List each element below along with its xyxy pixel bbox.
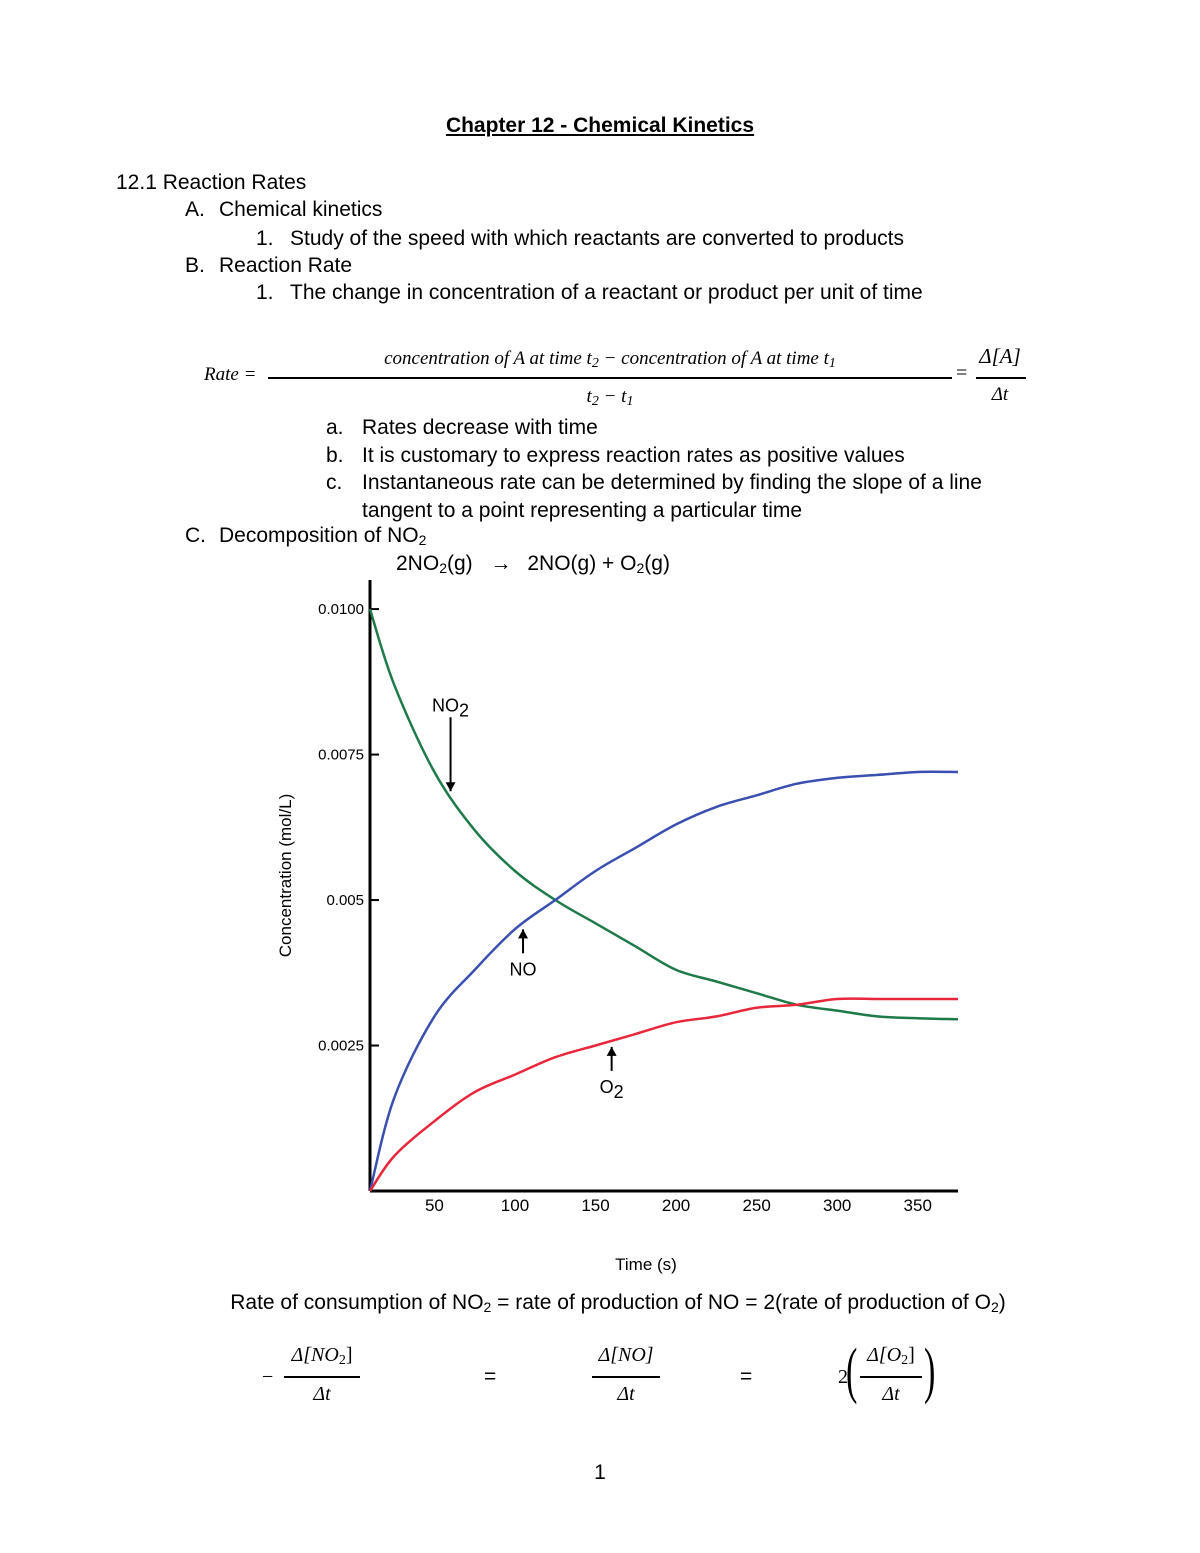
- final-eq-f2-num: Δ[NO]: [598, 1344, 654, 1366]
- stoich-sub-1: 2: [483, 1299, 492, 1315]
- numerator-part-1: concentration of A at time t: [384, 348, 592, 369]
- x-tick-label: 150: [581, 1196, 610, 1215]
- point-c-text-2: tangent to a point representing a particular time: [362, 499, 803, 522]
- annotation-arrowhead-no: [518, 929, 528, 938]
- annotation-label-o2: O2: [599, 1076, 624, 1102]
- reaction-reactant: 2NO: [396, 552, 440, 575]
- rate-formula-lhs: Rate =: [204, 364, 257, 385]
- stoich-part-1: Rate of consumption of NO: [230, 1291, 484, 1314]
- rate-formula-rhs-num: Δ[A]: [979, 344, 1021, 368]
- outline-b-text: Reaction Rate: [219, 254, 353, 277]
- y-tick-label: 0.005: [326, 892, 364, 910]
- y-tick-label: 0.0025: [318, 1037, 364, 1055]
- final-eq-f3-den: Δt: [882, 1383, 900, 1405]
- final-eq-equals-2: =: [740, 1365, 753, 1388]
- x-tick-label: 200: [661, 1196, 691, 1215]
- rate-formula-equals: =: [956, 362, 968, 384]
- final-eq-f1-num-main: Δ[NO: [291, 1344, 339, 1366]
- reaction-reactant-state: (g): [446, 552, 473, 575]
- rate-formula-rhs-den: Δt: [991, 384, 1009, 405]
- outline-c-label: C.: [185, 524, 206, 547]
- x-tick-label: 50: [424, 1196, 444, 1215]
- y-tick-label: 0.0075: [318, 746, 364, 764]
- outline-b-label: B.: [185, 254, 205, 277]
- annotation-label-no: NO: [509, 959, 537, 980]
- outline-c-text-main: Decomposition of NO: [219, 524, 419, 547]
- stoich-sub-2: 2: [990, 1299, 999, 1315]
- denominator-part-1: t: [586, 386, 592, 407]
- rate-formula-rhs-bar: [976, 377, 1026, 379]
- denominator-sub-1: 2: [591, 394, 599, 409]
- numerator-part-2: − concentration of A at time t: [598, 348, 829, 369]
- stoich-sentence: [0, 1290, 1200, 1320]
- point-b-text: It is customary to express reaction rates as positive values: [362, 444, 905, 467]
- numerator-sub-2: 1: [828, 356, 836, 371]
- final-eq-f3-num: [858, 1344, 924, 1369]
- series-line-no2: [370, 609, 958, 1019]
- rate-formula-numerator: [274, 348, 946, 372]
- final-eq-close-paren-icon: ): [924, 1337, 936, 1405]
- reaction-reactant-sub: 2: [439, 560, 447, 576]
- x-tick-label: 350: [903, 1196, 932, 1215]
- outline-a-text: Chemical kinetics: [219, 198, 383, 221]
- final-eq-coef: 2: [838, 1366, 848, 1388]
- outline-c-text-sub: 2: [418, 532, 427, 548]
- final-eq-equals-1: =: [484, 1365, 497, 1388]
- page-number: 1: [594, 1461, 606, 1484]
- point-a-label: a.: [326, 416, 344, 439]
- denominator-part-2: − t: [598, 386, 627, 407]
- stoich-part-2: = rate of production of NO = 2(rate of production of O: [491, 1291, 991, 1314]
- series-line-o2: [370, 999, 958, 1191]
- concentration-chart: [0, 560, 1200, 1280]
- x-axis-label: Time (s): [615, 1255, 677, 1274]
- reaction-products-sub: 2: [636, 560, 645, 576]
- rate-formula-bar: [268, 377, 952, 379]
- final-eq-f1-bar: [284, 1376, 360, 1378]
- final-eq-open-paren-icon: (: [846, 1337, 858, 1405]
- rate-formula-denominator: [274, 386, 946, 410]
- outline-a-label: A.: [185, 198, 205, 221]
- denominator-sub-2: 1: [626, 394, 634, 409]
- outline-c-text: [219, 523, 426, 553]
- annotation-label-no2: NO2: [432, 695, 470, 721]
- final-eq-f1-num-sub: 2: [338, 1353, 346, 1368]
- final-eq-f2-bar: [592, 1376, 660, 1378]
- final-eq-f3-num-close: ]: [908, 1344, 915, 1366]
- point-c-text-1: Instantaneous rate can be determined by finding the slope of a line: [362, 471, 982, 494]
- final-eq-minus: −: [262, 1366, 274, 1388]
- x-tick-label: 250: [742, 1196, 771, 1215]
- outline-b1-num: 1.: [256, 281, 274, 304]
- annotation-arrowhead-o2: [607, 1047, 617, 1056]
- final-eq-f3-bar: [860, 1376, 922, 1378]
- outline-a1-num: 1.: [256, 227, 274, 250]
- reaction-products: 2NO(g) + O: [527, 552, 637, 575]
- final-eq-f1-num-close: ]: [345, 1344, 353, 1366]
- point-c-label: c.: [326, 471, 343, 494]
- point-b-label: b.: [326, 444, 344, 467]
- outline-b1-text: The change in concentration of a reactant or product per unit of time: [290, 281, 923, 304]
- reaction-products-state: (g): [644, 552, 670, 575]
- x-tick-label: 100: [500, 1196, 530, 1215]
- final-eq-f2-den: Δt: [617, 1383, 635, 1405]
- x-tick-label: 300: [822, 1196, 852, 1215]
- outline-a1-text: Study of the speed with which reactants are converted to products: [290, 227, 905, 250]
- point-a-text: Rates decrease with time: [362, 416, 598, 439]
- y-axis-label: Concentration (mol/L): [276, 793, 295, 958]
- final-eq-f1-num: [282, 1344, 362, 1369]
- numerator-sub-1: 2: [591, 356, 599, 371]
- page-title: Chapter 12 - Chemical Kinetics: [445, 114, 755, 137]
- final-eq-f3-num-sub: 2: [901, 1353, 909, 1368]
- y-tick-label: 0.0100: [318, 601, 364, 619]
- final-eq-f1-den: Δt: [313, 1383, 331, 1405]
- section-heading: 12.1 Reaction Rates: [116, 171, 307, 194]
- annotation-arrowhead-no2: [446, 782, 456, 791]
- reaction-arrow-icon: →: [490, 552, 512, 575]
- series-line-no: [370, 772, 958, 1191]
- final-eq-f3-num-main: Δ[O: [867, 1344, 902, 1366]
- stoich-part-3: ): [998, 1291, 1006, 1314]
